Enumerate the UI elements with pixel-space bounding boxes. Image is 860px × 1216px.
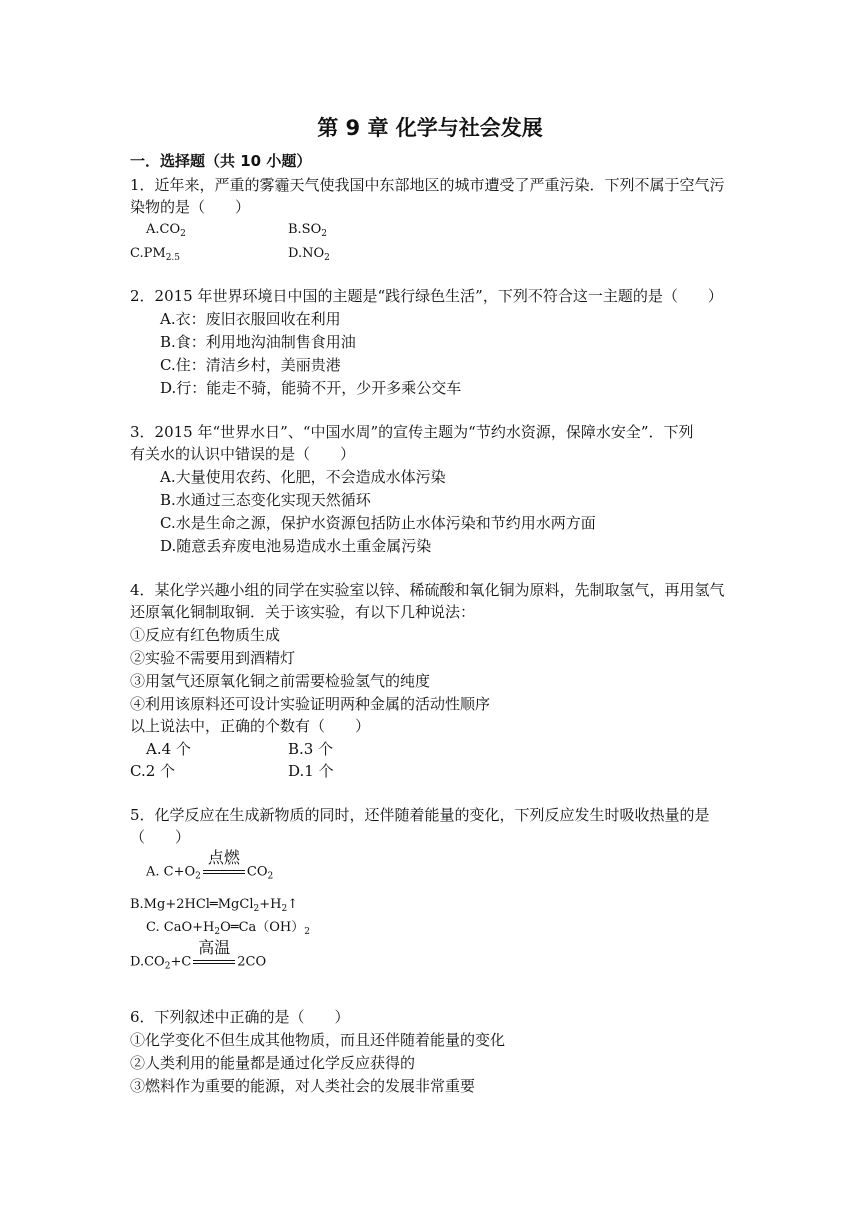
q2-option-b: B.食：利用地沟油制售食用油	[160, 333, 356, 351]
q1-option-d: $D.NO_2$	[288, 246, 330, 263]
chapter-title: 第 9 章 化学与社会发展	[317, 116, 543, 140]
q4-statement-4: ④利用该原料还可设计实验证明两种金属的活动性顺序	[130, 695, 491, 713]
q4-stem-line1: 4．某化学兴趣小组的同学在实验室以锌、稀硫酸和氧化铜为原料，先制取氢气，再用氢气	[130, 581, 725, 599]
q2-option-c: C.住：清洁乡村，美丽贵港	[160, 356, 341, 374]
q1-option-b: $B.SO_2$	[288, 222, 327, 239]
q4-statement-2: ②实验不需要用到酒精灯	[130, 649, 296, 667]
q4-statement-3: ③用氢气还原氧化铜之前需要检验氢气的纯度	[130, 672, 431, 690]
q1-option-c: $C.PM_{2.5}$	[130, 246, 181, 263]
q3-option-a: A.大量使用农药、化肥，不会造成水体污染	[160, 468, 446, 486]
q1-stem-line2: 染物的是（ ）	[130, 198, 251, 216]
q5-option-c: C. $CaO+H_2O═Ca(OH)_2$	[146, 920, 310, 937]
q1-stem-line1: 1．近年来，严重的雾霾天气使我国中东部地区的城市遭受了严重污染．下列不属于空气污	[130, 176, 725, 194]
section-heading: 一．选择题（共 10 小题）	[130, 152, 312, 170]
q4-statement-1: ①反应有红色物质生成	[130, 626, 281, 644]
q3-option-b: B.水通过三态变化实现天然循环	[160, 491, 371, 509]
q1-option-a: $A.CO_2$	[146, 222, 186, 239]
q4-stem-line2: 还原氧化铜制取铜．关于该实验，有以下几种说法：	[130, 603, 476, 621]
q5-option-d: $D.CO_2+C$ 高温 2CO	[130, 938, 267, 972]
q4-stem-line3: 以上说法中，正确的个数有（ ）	[130, 717, 371, 735]
q3-option-d: D.随意丢弃废电池易造成水土重金属污染	[160, 537, 432, 555]
q5-option-a: A. $C+O_2$ 点燃 $CO_2$	[146, 848, 274, 882]
q6-statement-1: ①化学变化不但生成其他物质，而且还伴随着能量的变化	[130, 1031, 506, 1049]
q4-option-a: A.4 个	[146, 740, 191, 758]
q4-option-b: B.3 个	[288, 740, 334, 758]
q3-option-c: C.水是生命之源，保护水资源包括防止水体污染和节约用水两方面	[160, 514, 596, 532]
q3-stem-line2: 有关水的认识中错误的是（ ）	[130, 445, 356, 463]
q2-option-d: D.行：能走不骑，能骑不开，少开多乘公交车	[160, 379, 462, 397]
q2-stem: 2．2015 年世界环境日中国的主题是“践行绿色生活”，下列不符合这一主题的是（ ）	[130, 287, 723, 305]
q3-stem-line1: 3．2015 年“世界水日”、“中国水周”的宣传主题为“节约水资源，保障水安全”．下列	[130, 423, 694, 441]
q5-stem-line2: （ ）	[130, 828, 191, 846]
reaction-arrow: 点燃	[201, 862, 247, 882]
q5-stem-line1: 5．化学反应在生成新物质的同时，还伴随着能量的变化，下列反应发生时吸收热量的是	[130, 806, 710, 824]
q6-stem: 6．下列叙述中正确的是（ ）	[130, 1008, 350, 1026]
q6-statement-3: ③燃料作为重要的能源，对人类社会的发展非常重要	[130, 1077, 476, 1095]
q2-option-a: A.衣：废旧衣服回收在利用	[160, 310, 341, 328]
reaction-arrow: 高温	[191, 952, 237, 972]
q5-option-b: $B.Mg+2HCl═MgCl_2+H_2↑$	[130, 897, 299, 914]
q4-option-c: C.2 个	[130, 762, 176, 780]
q4-option-d: D.1 个	[288, 762, 334, 780]
q6-statement-2: ②人类利用的能量都是通过化学反应获得的	[130, 1054, 416, 1072]
